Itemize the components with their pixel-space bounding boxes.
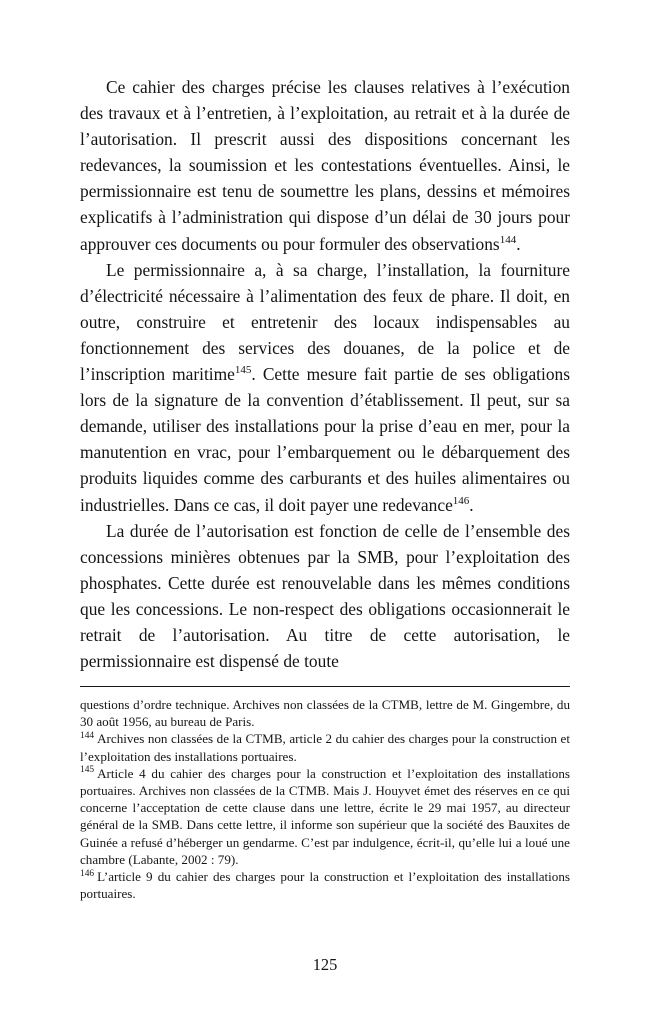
paragraph-2-tail: . (469, 494, 474, 515)
footnote-marker-146: 146 (80, 868, 95, 879)
paragraph-3-text: La durée de l’autorisation est fonction de celle de l’ensemble des concessions minières obtenues par la SMB, pour l’exploitation des phosphates. Cette durée est renouvelable dans les mêmes conditions que les concessions. Le non-respect des obligations occasionnerait le retrait de l’autorisation. Au titre de cette autorisation, le permissionnaire est dispensé de toute (80, 520, 570, 672)
footnote-ref-146[interactable]: 146 (452, 494, 470, 507)
footnote-text-146: L’article 9 du cahier des charges pour la construction et l’exploitation des installations portuaires. (80, 869, 570, 902)
footnote-separator-rule (80, 686, 570, 687)
footnote-marker-144: 144 (80, 731, 95, 742)
body-text-column (80, 74, 570, 674)
paragraph-1-tail: . (516, 233, 521, 254)
paragraph-2-middle: . Cette mesure fait partie de ses obligations lors de la signature de la convention d’établissement. Il peut, sur sa demande, utiliser des installations pour la prise d’eau en mer, pour la manutention en vrac, pour l’embarquement ou le débarquement des produits liquides comme des carburants et des huiles alimentaires ou industrielles. Dans ce cas, il doit payer une redevance (80, 364, 571, 515)
page-number: 125 (312, 955, 338, 974)
footnote-item-146 (80, 868, 570, 902)
body-paragraph-3 (80, 518, 570, 675)
footnote-marker-145: 145 (80, 765, 95, 776)
footnote-item-144 (80, 730, 570, 764)
footnote-ref-145[interactable]: 145 (234, 364, 252, 377)
footnote-text-145: Article 4 du cahier des charges pour la construction et l’exploitation des installations portuaires. Archives non classées de la CTMB. Mais J. Houyvet émet des réserves en ce qui concerne l’acceptation de cette clause dans une lettre, écrite le 29 mai 1957, au directeur général de la SMB. Dans cette lettre, il informe son supérieur que la société des Bauxites de Guinée a refusé d’héberger un gendarme. C’est par indulgence, écrit-il, qu’elle lui a loué une chambre (Labante, 2002 : 79). (80, 765, 570, 867)
footnote-continuation: questions d’ordre technique. Archives non classées de la CTMB, lettre de M. Gingembre, du 30 août 1956, au bureau de Paris. (80, 697, 570, 730)
paragraph-1-text: Ce cahier des charges précise les clauses relatives à l’exécution des travaux et à l’entretien, à l’exploitation, au retrait et à la durée de l’autorisation. Il prescrit aussi des dispositions concernant les redevances, la soumission et les contestations éventuelles. Ainsi, le permissionnaire est tenu de soumettre les plans, dessins et mémoires explicatifs à l’administration qui dispose d’un délai de 30 jours pour approuver ces documents ou pour formuler des observations (80, 77, 570, 254)
footnote-item-145 (80, 765, 570, 868)
footnote-section (80, 686, 570, 902)
body-paragraph-2 (80, 257, 570, 518)
body-paragraph-1 (80, 74, 570, 257)
footnote-ref-144[interactable]: 144 (499, 233, 517, 246)
footnote-text-144: Archives non classées de la CTMB, article 2 du cahier des charges pour la construction et l’exploitation des installations portuaires. (80, 731, 570, 764)
paragraph-2-text: Le permissionnaire a, à sa charge, l’installation, la fourniture d’électricité nécessaire à l’alimentation des feux de phare. Il doit, en outre, construire et entretenir des locaux indispensables au fonctionnement des services des douanes, de la police et de l’inscription maritime (80, 259, 570, 385)
